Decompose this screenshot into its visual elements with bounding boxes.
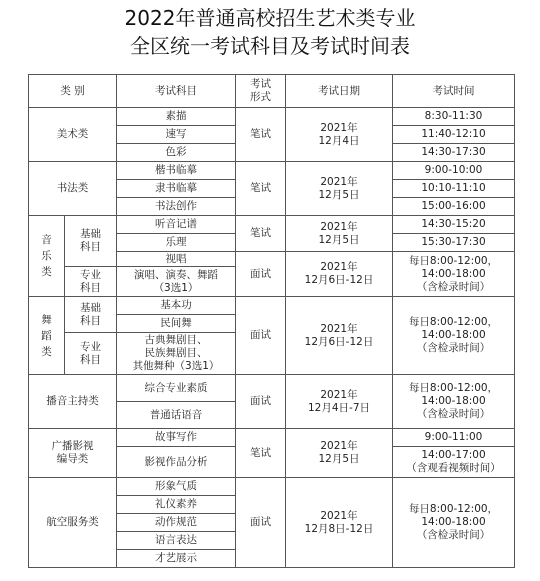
time-cell: 每日8:00-12:00， 14:00-18:00 （含检录时间） (393, 478, 515, 568)
date-cell: 2021年 12月4日 (286, 108, 393, 162)
category-music-label: 音乐类 (41, 234, 52, 278)
table-row (29, 478, 515, 496)
category-music (29, 216, 65, 297)
subject-cell: 基本功 (117, 297, 236, 315)
form-cell: 面试 (236, 375, 286, 429)
table-row (29, 297, 515, 315)
dance-major-label: 专业 科目 (65, 333, 117, 375)
subject-cell: 隶书临摹 (117, 180, 236, 198)
form-cell: 面试 (236, 297, 286, 375)
header-category: 类 别 (29, 75, 117, 108)
form-cell: 面试 (236, 478, 286, 568)
category-aviation: 航空服务类 (29, 478, 117, 568)
date-cell: 2021年 12月5日 (286, 216, 393, 252)
time-cell: 9:00-11:00 (393, 429, 515, 447)
header-time: 考试时间 (393, 75, 515, 108)
subject-cell: 综合专业素质 (117, 375, 236, 402)
subject-cell: 色彩 (117, 144, 236, 162)
time-cell: 每日8:00-12:00， 14:00-18:00 （含检录时间） (393, 252, 515, 297)
time-cell: 14:30-15:20 (393, 216, 515, 234)
subject-cell: 视唱 (117, 252, 236, 267)
date-cell: 2021年 12月4日-7日 (286, 375, 393, 429)
subject-cell: 楷书临摹 (117, 162, 236, 180)
header-date: 考试日期 (286, 75, 393, 108)
date-cell: 2021年 12月6日-12日 (286, 297, 393, 375)
form-cell: 笔试 (236, 216, 286, 252)
subject-cell: 故事写作 (117, 429, 236, 447)
category-calligraphy: 书法类 (29, 162, 117, 216)
subject-cell: 书法创作 (117, 198, 236, 216)
time-cell: 11:40-12:10 (393, 126, 515, 144)
time-cell: 15:00-16:00 (393, 198, 515, 216)
subject-cell: 才艺展示 (117, 550, 236, 568)
subject-cell: 速写 (117, 126, 236, 144)
table-row (29, 108, 515, 126)
time-cell: 9:00-10:00 (393, 162, 515, 180)
subject-cell: 礼仪素养 (117, 496, 236, 514)
subject-cell: 演唱、演奏、舞蹈 （3选1） (117, 267, 236, 297)
time-cell: 8:30-11:30 (393, 108, 515, 126)
time-cell: 每日8:00-12:00， 14:00-18:00 （含检录时间） (393, 297, 515, 375)
category-dance (29, 297, 65, 375)
music-basic-label: 基础 科目 (65, 216, 117, 267)
table-row (29, 375, 515, 402)
subject-cell: 民间舞 (117, 315, 236, 333)
form-cell: 笔试 (236, 162, 286, 216)
subject-cell: 形象气质 (117, 478, 236, 496)
page-title-line2: 全区统一考试科目及考试时间表 (130, 34, 410, 58)
category-film: 广播影视 编导类 (29, 429, 117, 478)
form-cell: 笔试 (236, 429, 286, 478)
subject-cell: 乐理 (117, 234, 236, 252)
dance-basic-label: 基础 科目 (65, 297, 117, 333)
time-cell: 10:10-11:10 (393, 180, 515, 198)
time-cell: 14:30-17:30 (393, 144, 515, 162)
category-broadcast: 播音主持类 (29, 375, 117, 429)
subject-cell: 听音记谱 (117, 216, 236, 234)
subject-cell: 古典舞剧目、 民族舞剧目、 其他舞种（3选1） (117, 333, 236, 375)
table-row (29, 216, 515, 234)
subject-cell: 普通话语音 (117, 402, 236, 429)
time-cell: 15:30-17:30 (393, 234, 515, 252)
table-row (29, 429, 515, 447)
date-cell: 2021年 12月8日-12日 (286, 478, 393, 568)
header-subject: 考试科目 (117, 75, 236, 108)
date-cell: 2021年 12月5日 (286, 429, 393, 478)
page-title-line1: 2022年普通高校招生艺术类专业 (124, 6, 416, 30)
header-form: 考试 形式 (236, 75, 286, 108)
header-row (29, 75, 515, 108)
date-cell: 2021年 12月6日-12日 (286, 252, 393, 297)
form-cell: 面试 (236, 252, 286, 297)
date-cell: 2021年 12月5日 (286, 162, 393, 216)
subject-cell: 语言表达 (117, 532, 236, 550)
subject-cell: 素描 (117, 108, 236, 126)
subject-cell: 动作规范 (117, 514, 236, 532)
time-cell: 14:00-17:00 （含观看视频时间） (393, 447, 515, 478)
table-row (29, 162, 515, 180)
time-cell: 每日8:00-12:00， 14:00-18:00 （含检录时间） (393, 375, 515, 429)
subject-cell: 影视作品分析 (117, 447, 236, 478)
category-dance-label: 舞蹈类 (41, 313, 52, 358)
category-art: 美术类 (29, 108, 117, 162)
music-major-label: 专业 科目 (65, 267, 117, 297)
exam-schedule-table (28, 74, 515, 568)
form-cell: 笔试 (236, 108, 286, 162)
